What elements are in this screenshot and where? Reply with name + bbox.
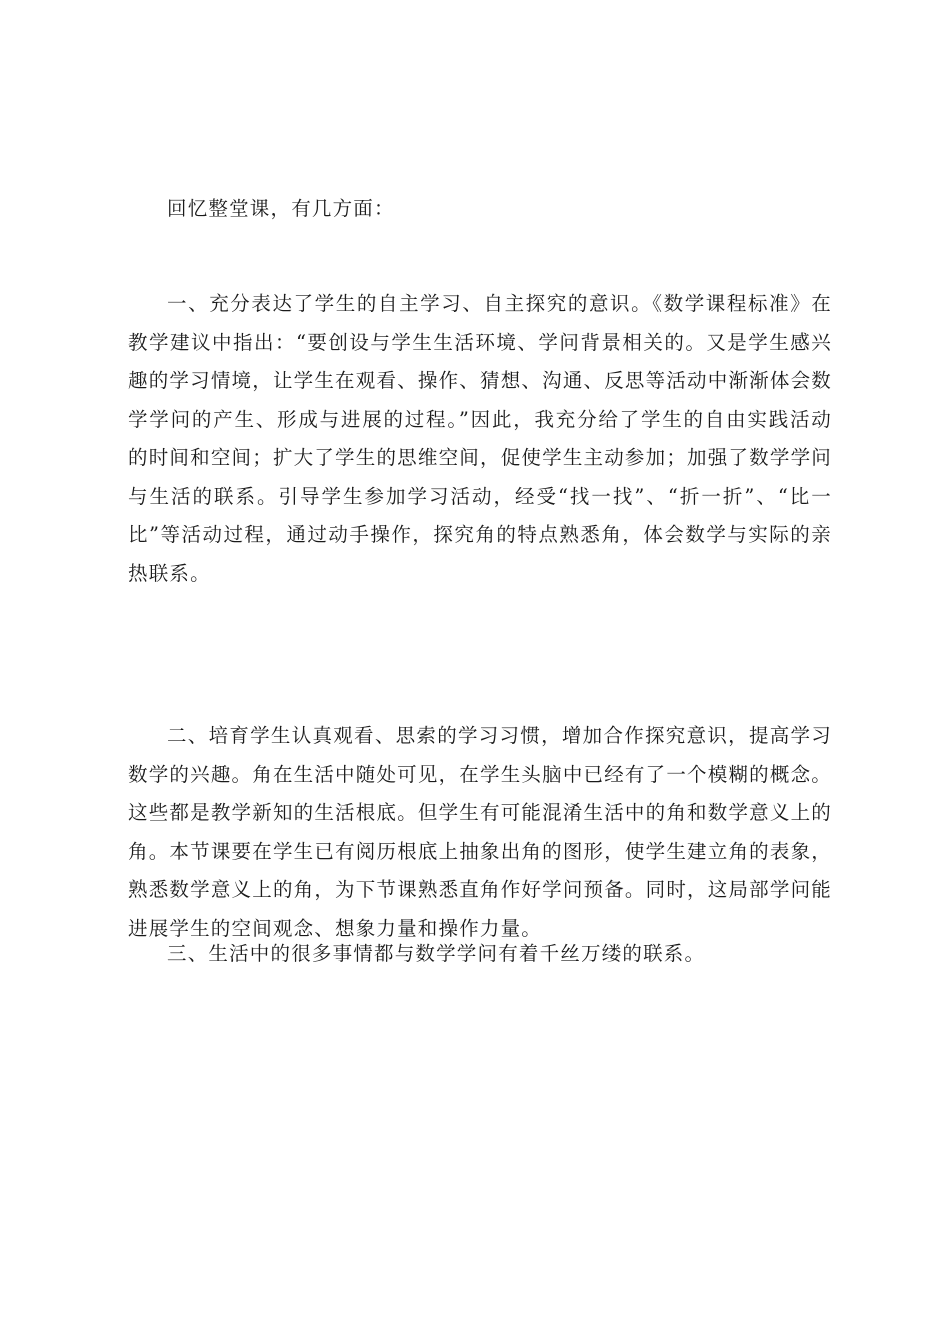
intro-paragraph: 回忆整堂课，有几方面： <box>167 197 395 220</box>
point-one-paragraph: 一、充分表达了学生的自主学习、自主探究的意识。《数学课程标准》在教学建议中指出：“要创设与学生生活环境、学问背景相关的。又是学生感兴趣的学习情境，让学生在观看、操作、猜想、沟通、反思等活动中渐渐体会数学学问的产生、形成与进展的过程。”因此，我充分给了学生的自由实践活动的时间和空间；扩大了学生的思维空间，促使学生主动参加；加强了数学学问与生活的联系。引导学生参加学习活动，经受“找一找”、“折一折”、“比一比”等活动过程，通过动手操作，探究角的特点熟悉角，体会数学与实际的亲热联系。 <box>128 292 832 585</box>
point-two-paragraph: 二、培育学生认真观看、思索的学习习惯，增加合作探究意识，提高学习数学的兴趣。角在生活中随处可见，在学生头脑中已经有了一个模糊的概念。这些都是教学新知的生活根底。但学生有可能混淆生活中的角和数学意义上的角。本节课要在学生已有阅历根底上抽象出角的图形，使学生建立角的表象，熟悉数学意义上的角，为下节课熟悉直角作好学问预备。同时，这局部学问能进展学生的空间观念、想象力量和操作力量。 <box>128 724 832 940</box>
point-three-paragraph: 三、生活中的很多事情都与数学学问有着千丝万缕的联系。 <box>167 942 706 965</box>
